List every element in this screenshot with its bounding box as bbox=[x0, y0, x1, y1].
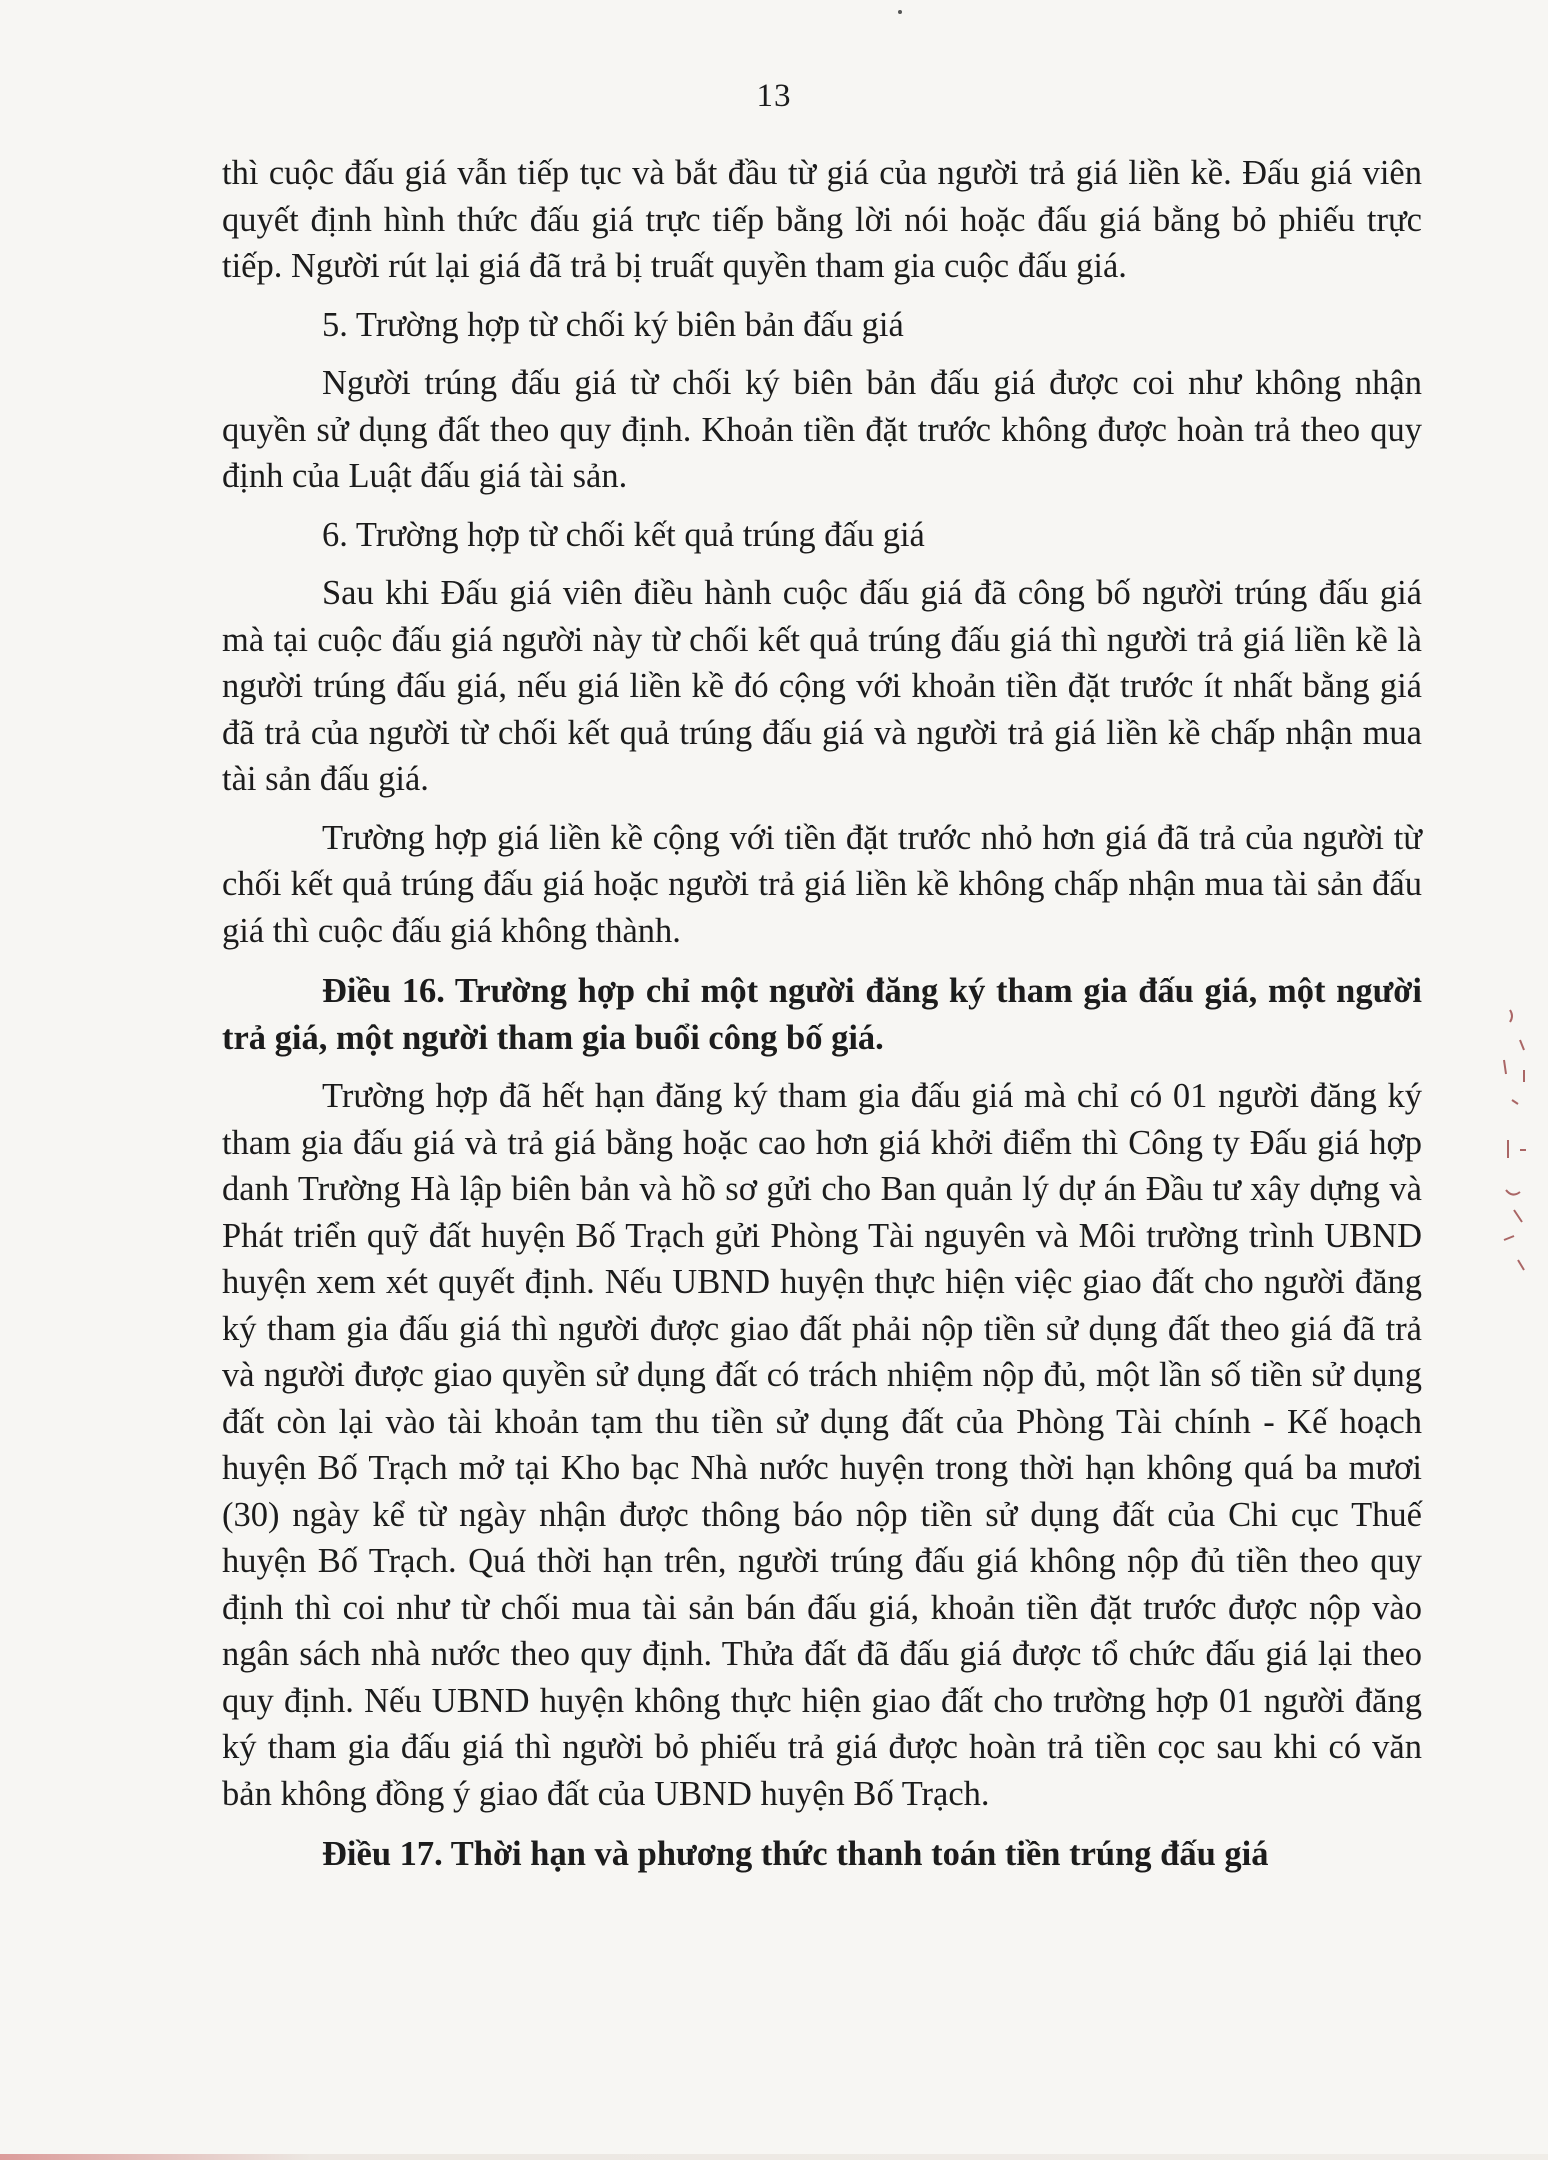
section-5-heading: 5. Trường hợp từ chối ký biên bản đấu giá bbox=[322, 305, 904, 344]
margin-stamp-marks bbox=[1490, 1000, 1540, 1300]
scan-speck bbox=[898, 10, 902, 14]
article-17-heading: Điều 17. Thời hạn và phương thức thanh toán tiền trúng đấu giá bbox=[322, 1835, 1269, 1873]
section-6-heading: 6. Trường hợp từ chối kết quả trúng đấu giá bbox=[322, 515, 925, 554]
paragraph-single-registrant: Trường hợp đã hết hạn đăng ký tham gia đấu giá mà chỉ có 01 người đăng ký tham gia đấu giá và trả giá bằng hoặc cao hơn giá khởi điểm thì Công ty Đấu giá hợp danh Trường Hà lập biên bản và hồ sơ gửi cho Ban quản lý dự án Đầu tư xây dựng và Phát triển quỹ đất huyện Bố Trạch gửi Phòng Tài nguyên và Môi trường trình UBND huyện xem xét quyết định. Nếu UBND huyện thực hiện việc giao đất cho người đăng ký tham gia đấu giá thì người được giao đất phải nộp tiền sử dụng đất theo giá đã trả và người được giao quyền sử dụng đất có trách nhiệm nộp đủ, một lần số tiền sử dụng đất còn lại vào tài khoản tạm thu tiền sử dụng đất của Phòng Tài chính - Kế hoạch huyện Bố Trạch mở tại Kho bạc Nhà nước huyện trong thời hạn không quá ba mươi (30) ngày kể từ ngày nhận được thông báo nộp tiền sử dụng đất của Chi cục Thuế huyện Bố Trạch. Quá thời hạn trên, người trúng đấu giá không nộp đủ tiền theo quy định thì coi như từ chối mua tài sản bán đấu giá, khoản tiền đặt trước được nộp vào ngân sách nhà nước theo quy định. Thửa đất đã đấu giá được tổ chức đấu giá lại theo quy định. Nếu UBND huyện không thực hiện giao đất cho trường hợp 01 người đăng ký tham gia đấu giá thì người bỏ phiếu trả giá được hoàn trả tiền cọc sau khi có văn bản không đồng ý giao đất của UBND huyện Bố Trạch. bbox=[222, 1077, 1422, 1813]
paragraph-refuse-sign: Người trúng đấu giá từ chối ký biên bản đấu giá được coi như không nhận quyền sử dụng đất theo quy định. Khoản tiền đặt trước không được hoàn trả theo quy định của Luật đấu giá tài sản. bbox=[222, 364, 1422, 495]
page-number: 13 bbox=[756, 78, 792, 114]
scan-edge bbox=[0, 2154, 1548, 2160]
paragraph-refuse-result: Sau khi Đấu giá viên điều hành cuộc đấu giá đã công bố người trúng đấu giá mà tại cuộc đấu giá người này từ chối kết quả trúng đấu giá thì người trả giá liền kề là người trúng đấu giá, nếu giá liền kề đó cộng với khoản tiền đặt trước ít nhất bằng giá đã trả của người từ chối kết quả trúng đấu giá và người trả giá liền kề chấp nhận mua tài sản đấu giá. bbox=[222, 574, 1422, 798]
paragraph-continuation: thì cuộc đấu giá vẫn tiếp tục và bắt đầu từ giá của người trả giá liền kề. Đấu giá viên quyết định hình thức đấu giá trực tiếp bằng lời nói hoặc đấu giá bằng bỏ phiếu trực tiếp. Người rút lại giá đã trả bị truất quyền tham gia cuộc đấu giá. bbox=[222, 154, 1422, 285]
article-16-heading: Điều 16. Trường hợp chỉ một người đăng ký tham gia đấu giá, một người trả giá, một người tham gia buổi công bố giá. bbox=[222, 972, 1422, 1057]
document-body bbox=[222, 150, 1422, 1878]
paragraph-adjacent-price: Trường hợp giá liền kề cộng với tiền đặt trước nhỏ hơn giá đã trả của người từ chối kết quả trúng đấu giá hoặc người trả giá liền kề không chấp nhận mua tài sản đấu giá thì cuộc đấu giá không thành. bbox=[222, 818, 1422, 950]
